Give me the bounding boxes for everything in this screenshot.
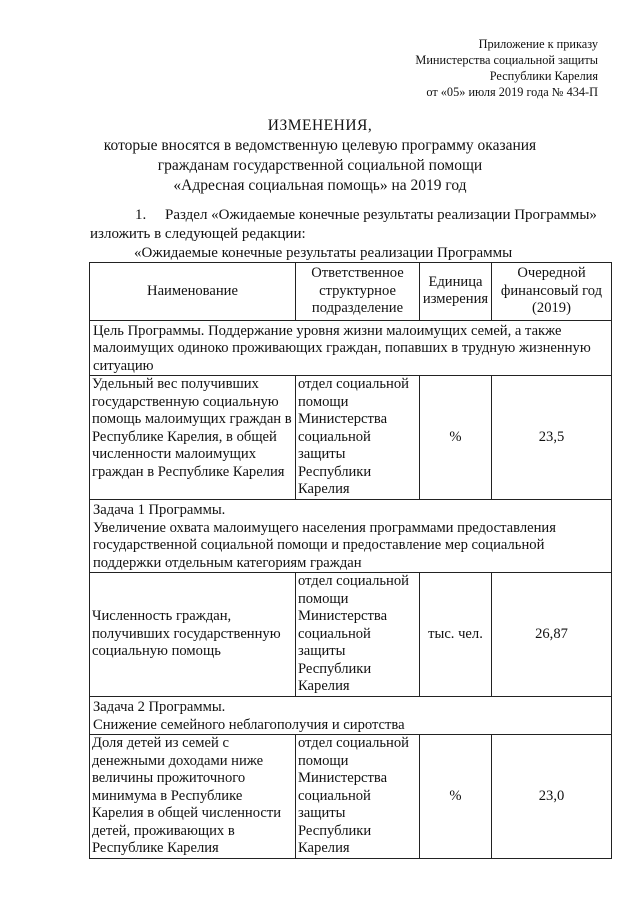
unit-cell: % (420, 376, 492, 500)
table-row (90, 376, 612, 500)
order-reference-line: Министерства социальной защиты (415, 53, 598, 67)
indicator-name: Численность граждан, получивших государственную социальную помощь (90, 573, 296, 697)
program-goal: Цель Программы. Поддержание уровня жизни малоимущих семей, а также малоимущих одиноко проживающих граждан, попавших в трудную жизненную ситуацию (90, 320, 612, 376)
results-table (89, 262, 612, 859)
title-line: которые вносятся в ведомственную целевую программу оказания (103, 137, 537, 154)
header-year: Очередной финансовый год (2019) (492, 263, 612, 321)
task-text: Увеличение охвата малоимущего населения программами предоставления государственной социальной помощи и предоставление мер социальной поддержки отдельным категориям граждан (93, 519, 556, 571)
value-cell: 23,0 (492, 735, 612, 859)
indicator-name: Удельный вес получивших государственную социальную помощь малоимущих граждан в Республике Карелия, в общей численности малоимущих граждан в Республике Карелия (90, 376, 296, 500)
table-row (90, 735, 612, 859)
section-text: Раздел «Ожидаемые конечные результаты реализации Программы» (165, 207, 597, 223)
section-paragraph-continued: изложить в следующей редакции: (90, 226, 306, 242)
header-name: Наименование (90, 263, 296, 321)
task-cell (90, 697, 612, 735)
task-cell (90, 500, 612, 573)
title-line: гражданам государственной социальной помощи (157, 157, 483, 174)
indicator-name: Доля детей из семей с денежными доходами ниже величины прожиточного минимума в Республике Карелия в общей численности детей, проживающих в Республике Карелия (90, 735, 296, 859)
table-header-row (90, 263, 612, 321)
header-dept: Ответственное структурное подразделение (296, 263, 420, 321)
task-title: Задача 1 Программы. (93, 502, 226, 518)
goal-row (90, 320, 612, 376)
task-title: Задача 2 Программы. (93, 699, 226, 715)
table-caption: «Ожидаемые конечные результаты реализации Программы (134, 245, 513, 261)
section-paragraph (90, 205, 610, 225)
section-number: 1. (135, 207, 147, 223)
header-unit: Единица измерения (420, 263, 492, 321)
value-cell: 23,5 (492, 376, 612, 500)
title-heading: ИЗМЕНЕНИЯ, (267, 117, 373, 134)
responsible-dept: отдел социальной помощи Министерства социальной защиты Республики Карелия (296, 573, 420, 697)
table-row (90, 573, 612, 697)
task-row (90, 500, 612, 573)
order-reference (338, 36, 598, 100)
task-row (90, 697, 612, 735)
order-reference-line: от «05» июля 2019 года № 434-П (426, 85, 598, 99)
task-text: Снижение семейного неблагополучия и сиротства (93, 716, 405, 733)
value-cell: 26,87 (492, 573, 612, 697)
responsible-dept: отдел социальной помощи Министерства социальной защиты Республики Карелия (296, 735, 420, 859)
responsible-dept: отдел социальной помощи Министерства социальной защиты Республики Карелия (296, 376, 420, 500)
unit-cell: % (420, 735, 492, 859)
order-reference-line: Приложение к приказу (478, 37, 598, 51)
document-title (0, 116, 640, 196)
title-line: «Адресная социальная помощь» на 2019 год (173, 177, 467, 194)
unit-cell: тыс. чел. (420, 573, 492, 697)
order-reference-line: Республики Карелия (489, 69, 598, 83)
